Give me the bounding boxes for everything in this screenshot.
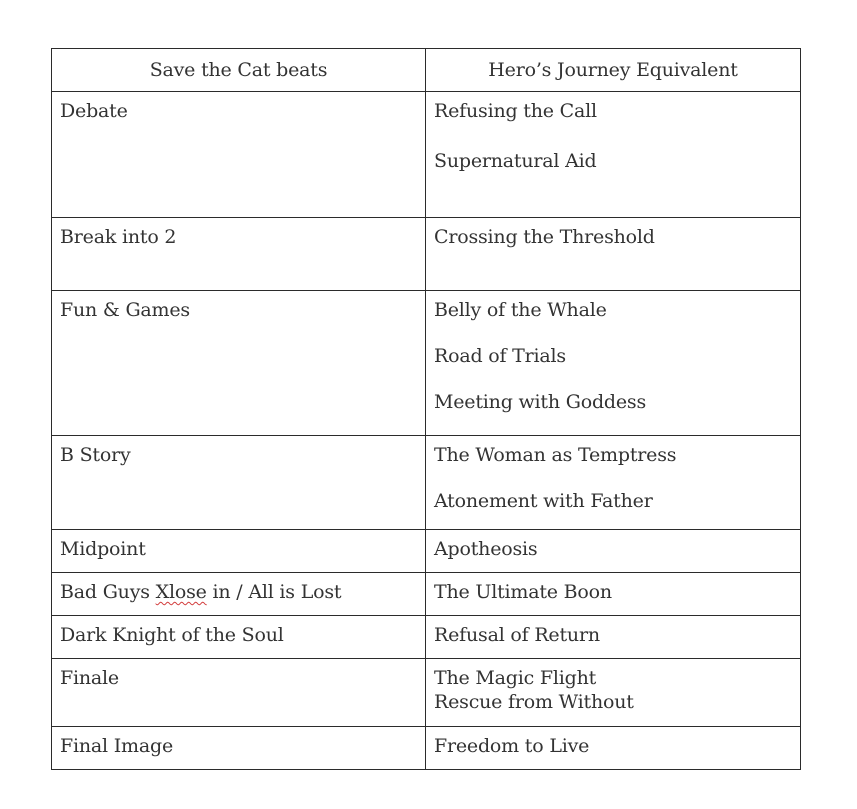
table-row xyxy=(52,530,801,573)
beat-name: Final Image xyxy=(60,735,173,757)
spellcheck-flagged-word: Xlose xyxy=(155,581,207,603)
journey-cell xyxy=(426,436,801,530)
beat-name xyxy=(60,581,417,603)
journey-stage: The Woman as Temptress xyxy=(434,444,677,466)
beat-cell xyxy=(52,727,426,770)
beat-cell xyxy=(52,291,426,436)
beat-name: Midpoint xyxy=(60,538,146,560)
header-heros-journey-equivalent: Hero’s Journey Equivalent xyxy=(426,49,801,92)
table-row xyxy=(52,727,801,770)
journey-cell xyxy=(426,573,801,616)
journey-stage: Atonement with Father xyxy=(434,490,653,512)
journey-cell xyxy=(426,727,801,770)
journey-stage: Belly of the Whale xyxy=(434,299,607,321)
journey-cell xyxy=(426,92,801,218)
journey-cell xyxy=(426,659,801,727)
journey-stage: Rescue from Without xyxy=(434,691,634,713)
beat-name-part: in / All is Lost xyxy=(206,581,342,603)
beat-cell xyxy=(52,92,426,218)
table-row xyxy=(52,218,801,291)
journey-stage: Apotheosis xyxy=(434,538,538,560)
beat-cell xyxy=(52,659,426,727)
journey-stage: Refusing the Call xyxy=(434,100,597,122)
journey-stage: Crossing the Threshold xyxy=(434,226,655,248)
journey-stage: Freedom to Live xyxy=(434,735,590,757)
beat-cell xyxy=(52,530,426,573)
journey-stage: Refusal of Return xyxy=(434,624,600,646)
table-row xyxy=(52,291,801,436)
beat-cell xyxy=(52,218,426,291)
beat-cell xyxy=(52,616,426,659)
beat-name: Fun & Games xyxy=(60,299,190,321)
journey-stage: The Magic Flight xyxy=(434,667,597,689)
beat-name: B Story xyxy=(60,444,131,466)
journey-cell xyxy=(426,616,801,659)
beat-cell xyxy=(52,436,426,530)
beat-cell xyxy=(52,573,426,616)
table-row xyxy=(52,573,801,616)
journey-cell xyxy=(426,218,801,291)
beat-name: Break into 2 xyxy=(60,226,177,248)
beats-comparison-table xyxy=(51,48,801,770)
table-header-row xyxy=(52,49,801,92)
beat-name: Dark Knight of the Soul xyxy=(60,624,284,646)
beat-name: Finale xyxy=(60,667,119,689)
table-row xyxy=(52,616,801,659)
table-row xyxy=(52,436,801,530)
journey-stage: Meeting with Goddess xyxy=(434,391,647,413)
beat-name-part: Bad Guys xyxy=(60,581,156,603)
beat-name: Debate xyxy=(60,100,128,122)
header-save-the-cat-beats: Save the Cat beats xyxy=(52,49,426,92)
journey-stage: The Ultimate Boon xyxy=(434,581,612,603)
journey-cell xyxy=(426,291,801,436)
table-row xyxy=(52,659,801,727)
journey-stage: Road of Trials xyxy=(434,345,566,367)
journey-cell xyxy=(426,530,801,573)
table-row xyxy=(52,92,801,218)
journey-stage: Supernatural Aid xyxy=(434,150,597,172)
